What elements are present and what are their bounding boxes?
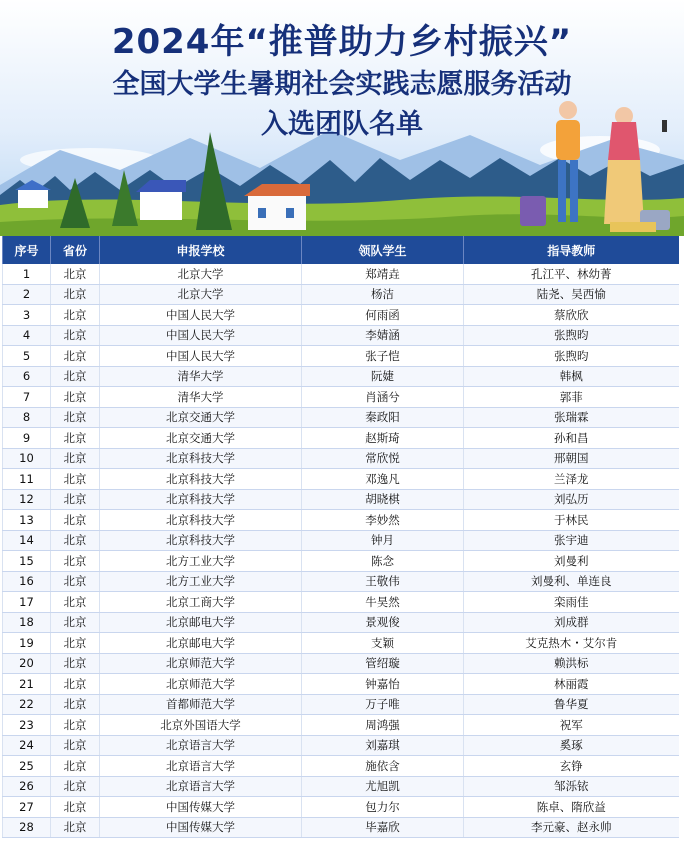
cell-index: 22 <box>3 694 51 715</box>
cell-team-leader: 支颖 <box>302 633 464 654</box>
cell-province: 北京 <box>51 284 100 305</box>
cell-advisor: 刘曼利 <box>464 551 679 572</box>
cell-school: 中国人民大学 <box>100 346 302 367</box>
cell-advisor: 刘成群 <box>464 612 679 633</box>
cell-province: 北京 <box>51 448 100 469</box>
cell-advisor: 奚琢 <box>464 735 679 756</box>
cell-team-leader: 邓逸凡 <box>302 469 464 490</box>
cell-index: 11 <box>3 469 51 490</box>
header-team-leader: 领队学生 <box>302 236 464 264</box>
table-row <box>3 633 679 654</box>
cell-team-leader: 阮婕 <box>302 366 464 387</box>
cell-province: 北京 <box>51 510 100 531</box>
cell-province: 北京 <box>51 387 100 408</box>
cell-team-leader: 钟嘉怡 <box>302 674 464 695</box>
cell-advisor: 陆尧、吴西愉 <box>464 284 679 305</box>
cell-school: 中国人民大学 <box>100 305 302 326</box>
cell-school: 北京交通大学 <box>100 407 302 428</box>
table-row <box>3 387 679 408</box>
main-title: 2024年“推普助力乡村振兴” <box>111 22 573 62</box>
cell-province: 北京 <box>51 407 100 428</box>
cell-school: 北方工业大学 <box>100 551 302 572</box>
cell-school: 北京科技大学 <box>100 510 302 531</box>
cell-province: 北京 <box>51 428 100 449</box>
cell-team-leader: 王敬伟 <box>302 571 464 592</box>
cell-province: 北京 <box>51 756 100 777</box>
cell-index: 2 <box>3 284 51 305</box>
cell-school: 北方工业大学 <box>100 571 302 592</box>
header-province: 省份 <box>51 236 100 264</box>
list-title: 入选团队名单 <box>261 109 423 140</box>
cell-province: 北京 <box>51 469 100 490</box>
cell-index: 28 <box>3 817 51 838</box>
header-index: 序号 <box>3 236 51 264</box>
cell-province: 北京 <box>51 694 100 715</box>
banner <box>0 0 684 236</box>
cell-school: 北京交通大学 <box>100 428 302 449</box>
cell-index: 10 <box>3 448 51 469</box>
cell-index: 15 <box>3 551 51 572</box>
table-row <box>3 530 679 551</box>
cell-team-leader: 李妙然 <box>302 510 464 531</box>
cell-index: 25 <box>3 756 51 777</box>
cell-advisor: 祝军 <box>464 715 679 736</box>
cell-advisor: 林丽霞 <box>464 674 679 695</box>
cell-province: 北京 <box>51 612 100 633</box>
selected-teams-table <box>2 236 679 838</box>
cell-school: 北京邮电大学 <box>100 612 302 633</box>
table-row <box>3 776 679 797</box>
cell-advisor: 艾克热木・艾尔肯 <box>464 633 679 654</box>
cell-index: 14 <box>3 530 51 551</box>
cell-school: 中国人民大学 <box>100 325 302 346</box>
subtitle: 全国大学生暑期社会实践志愿服务活动 <box>112 69 572 100</box>
table-row <box>3 817 679 838</box>
cell-school: 中国传媒大学 <box>100 797 302 818</box>
cell-province: 北京 <box>51 551 100 572</box>
cell-school: 北京大学 <box>100 264 302 284</box>
cell-advisor: 鲁华夏 <box>464 694 679 715</box>
cell-school: 北京师范大学 <box>100 653 302 674</box>
cell-team-leader: 尤旭凯 <box>302 776 464 797</box>
cell-advisor: 孙和昌 <box>464 428 679 449</box>
header-school: 申报学校 <box>100 236 302 264</box>
cell-index: 17 <box>3 592 51 613</box>
cell-advisor: 兰泽龙 <box>464 469 679 490</box>
cell-advisor: 刘弘历 <box>464 489 679 510</box>
cell-advisor: 玄铮 <box>464 756 679 777</box>
table-row <box>3 428 679 449</box>
cell-school: 北京语言大学 <box>100 735 302 756</box>
cell-index: 6 <box>3 366 51 387</box>
cell-province: 北京 <box>51 346 100 367</box>
table-row <box>3 674 679 695</box>
cell-school: 北京科技大学 <box>100 530 302 551</box>
cell-school: 清华大学 <box>100 366 302 387</box>
cell-index: 5 <box>3 346 51 367</box>
table-header-row <box>3 236 679 264</box>
cell-index: 19 <box>3 633 51 654</box>
table-row <box>3 510 679 531</box>
cell-school: 北京邮电大学 <box>100 633 302 654</box>
header-advisor: 指导教师 <box>464 236 679 264</box>
cell-province: 北京 <box>51 366 100 387</box>
cell-index: 18 <box>3 612 51 633</box>
cell-index: 9 <box>3 428 51 449</box>
cell-province: 北京 <box>51 592 100 613</box>
cell-school: 北京语言大学 <box>100 756 302 777</box>
cell-school: 中国传媒大学 <box>100 817 302 838</box>
cell-index: 23 <box>3 715 51 736</box>
cell-team-leader: 赵斯琦 <box>302 428 464 449</box>
cell-province: 北京 <box>51 305 100 326</box>
cell-advisor: 张煦昀 <box>464 346 679 367</box>
table-row <box>3 489 679 510</box>
cell-province: 北京 <box>51 653 100 674</box>
cell-team-leader: 常欣悦 <box>302 448 464 469</box>
cell-team-leader: 毕嘉欣 <box>302 817 464 838</box>
cell-province: 北京 <box>51 715 100 736</box>
cell-advisor: 陈卓、隋欣益 <box>464 797 679 818</box>
cell-school: 北京外国语大学 <box>100 715 302 736</box>
cell-advisor: 孔江平、林幼菁 <box>464 264 679 284</box>
cell-index: 12 <box>3 489 51 510</box>
cell-school: 首都师范大学 <box>100 694 302 715</box>
cell-advisor: 栾雨佳 <box>464 592 679 613</box>
cell-advisor: 张宇迪 <box>464 530 679 551</box>
cell-team-leader: 万子唯 <box>302 694 464 715</box>
cell-index: 26 <box>3 776 51 797</box>
table-row <box>3 571 679 592</box>
table-row <box>3 797 679 818</box>
cell-school: 清华大学 <box>100 387 302 408</box>
cell-advisor: 邹泺铱 <box>464 776 679 797</box>
cell-team-leader: 何雨函 <box>302 305 464 326</box>
cell-advisor: 韩枫 <box>464 366 679 387</box>
cell-school: 北京科技大学 <box>100 489 302 510</box>
cell-province: 北京 <box>51 264 100 284</box>
cell-index: 20 <box>3 653 51 674</box>
table-row <box>3 305 679 326</box>
table-row <box>3 715 679 736</box>
cell-school: 北京科技大学 <box>100 469 302 490</box>
cell-province: 北京 <box>51 489 100 510</box>
cell-school: 北京工商大学 <box>100 592 302 613</box>
cell-school: 北京科技大学 <box>100 448 302 469</box>
cell-advisor: 李元豪、赵永帅 <box>464 817 679 838</box>
table-row <box>3 407 679 428</box>
cell-index: 24 <box>3 735 51 756</box>
cell-advisor: 张煦昀 <box>464 325 679 346</box>
cell-province: 北京 <box>51 817 100 838</box>
cell-team-leader: 刘嘉琪 <box>302 735 464 756</box>
cell-province: 北京 <box>51 571 100 592</box>
cell-school: 北京大学 <box>100 284 302 305</box>
cell-index: 7 <box>3 387 51 408</box>
cell-advisor: 邢朝国 <box>464 448 679 469</box>
table-row <box>3 346 679 367</box>
cell-advisor: 蔡欣欣 <box>464 305 679 326</box>
cell-team-leader: 李婧涵 <box>302 325 464 346</box>
table-row <box>3 653 679 674</box>
cell-team-leader: 管绍璇 <box>302 653 464 674</box>
cell-team-leader: 胡晓棋 <box>302 489 464 510</box>
table-row <box>3 366 679 387</box>
cell-index: 13 <box>3 510 51 531</box>
cell-team-leader: 杨洁 <box>302 284 464 305</box>
cell-index: 8 <box>3 407 51 428</box>
cell-team-leader: 郑靖垚 <box>302 264 464 284</box>
cell-index: 21 <box>3 674 51 695</box>
cell-index: 1 <box>3 264 51 284</box>
cell-team-leader: 钟月 <box>302 530 464 551</box>
cell-index: 27 <box>3 797 51 818</box>
cell-team-leader: 施依含 <box>302 756 464 777</box>
table-row <box>3 551 679 572</box>
cell-province: 北京 <box>51 530 100 551</box>
cell-advisor: 刘曼利、单连良 <box>464 571 679 592</box>
cell-school: 北京师范大学 <box>100 674 302 695</box>
cell-index: 16 <box>3 571 51 592</box>
cell-team-leader: 陈念 <box>302 551 464 572</box>
cell-team-leader: 周鸿强 <box>302 715 464 736</box>
table-row <box>3 592 679 613</box>
table-row <box>3 325 679 346</box>
table-row <box>3 612 679 633</box>
table-row <box>3 448 679 469</box>
table-row <box>3 469 679 490</box>
cell-index: 3 <box>3 305 51 326</box>
cell-province: 北京 <box>51 776 100 797</box>
cell-team-leader: 秦政阳 <box>302 407 464 428</box>
table-body <box>3 264 679 838</box>
cell-team-leader: 牛昊然 <box>302 592 464 613</box>
table-row <box>3 735 679 756</box>
cell-team-leader: 肖涵兮 <box>302 387 464 408</box>
cell-team-leader: 景观俊 <box>302 612 464 633</box>
cell-advisor: 赖洪标 <box>464 653 679 674</box>
table-row <box>3 284 679 305</box>
cell-advisor: 张瑞霖 <box>464 407 679 428</box>
cell-advisor: 郭菲 <box>464 387 679 408</box>
table-row <box>3 694 679 715</box>
cell-province: 北京 <box>51 674 100 695</box>
table-row <box>3 756 679 777</box>
cell-advisor: 于林民 <box>464 510 679 531</box>
cell-province: 北京 <box>51 797 100 818</box>
cell-team-leader: 包力尔 <box>302 797 464 818</box>
cell-index: 4 <box>3 325 51 346</box>
cell-province: 北京 <box>51 633 100 654</box>
cell-school: 北京语言大学 <box>100 776 302 797</box>
cell-team-leader: 张子恺 <box>302 346 464 367</box>
cell-province: 北京 <box>51 325 100 346</box>
cell-province: 北京 <box>51 735 100 756</box>
table-row <box>3 264 679 284</box>
